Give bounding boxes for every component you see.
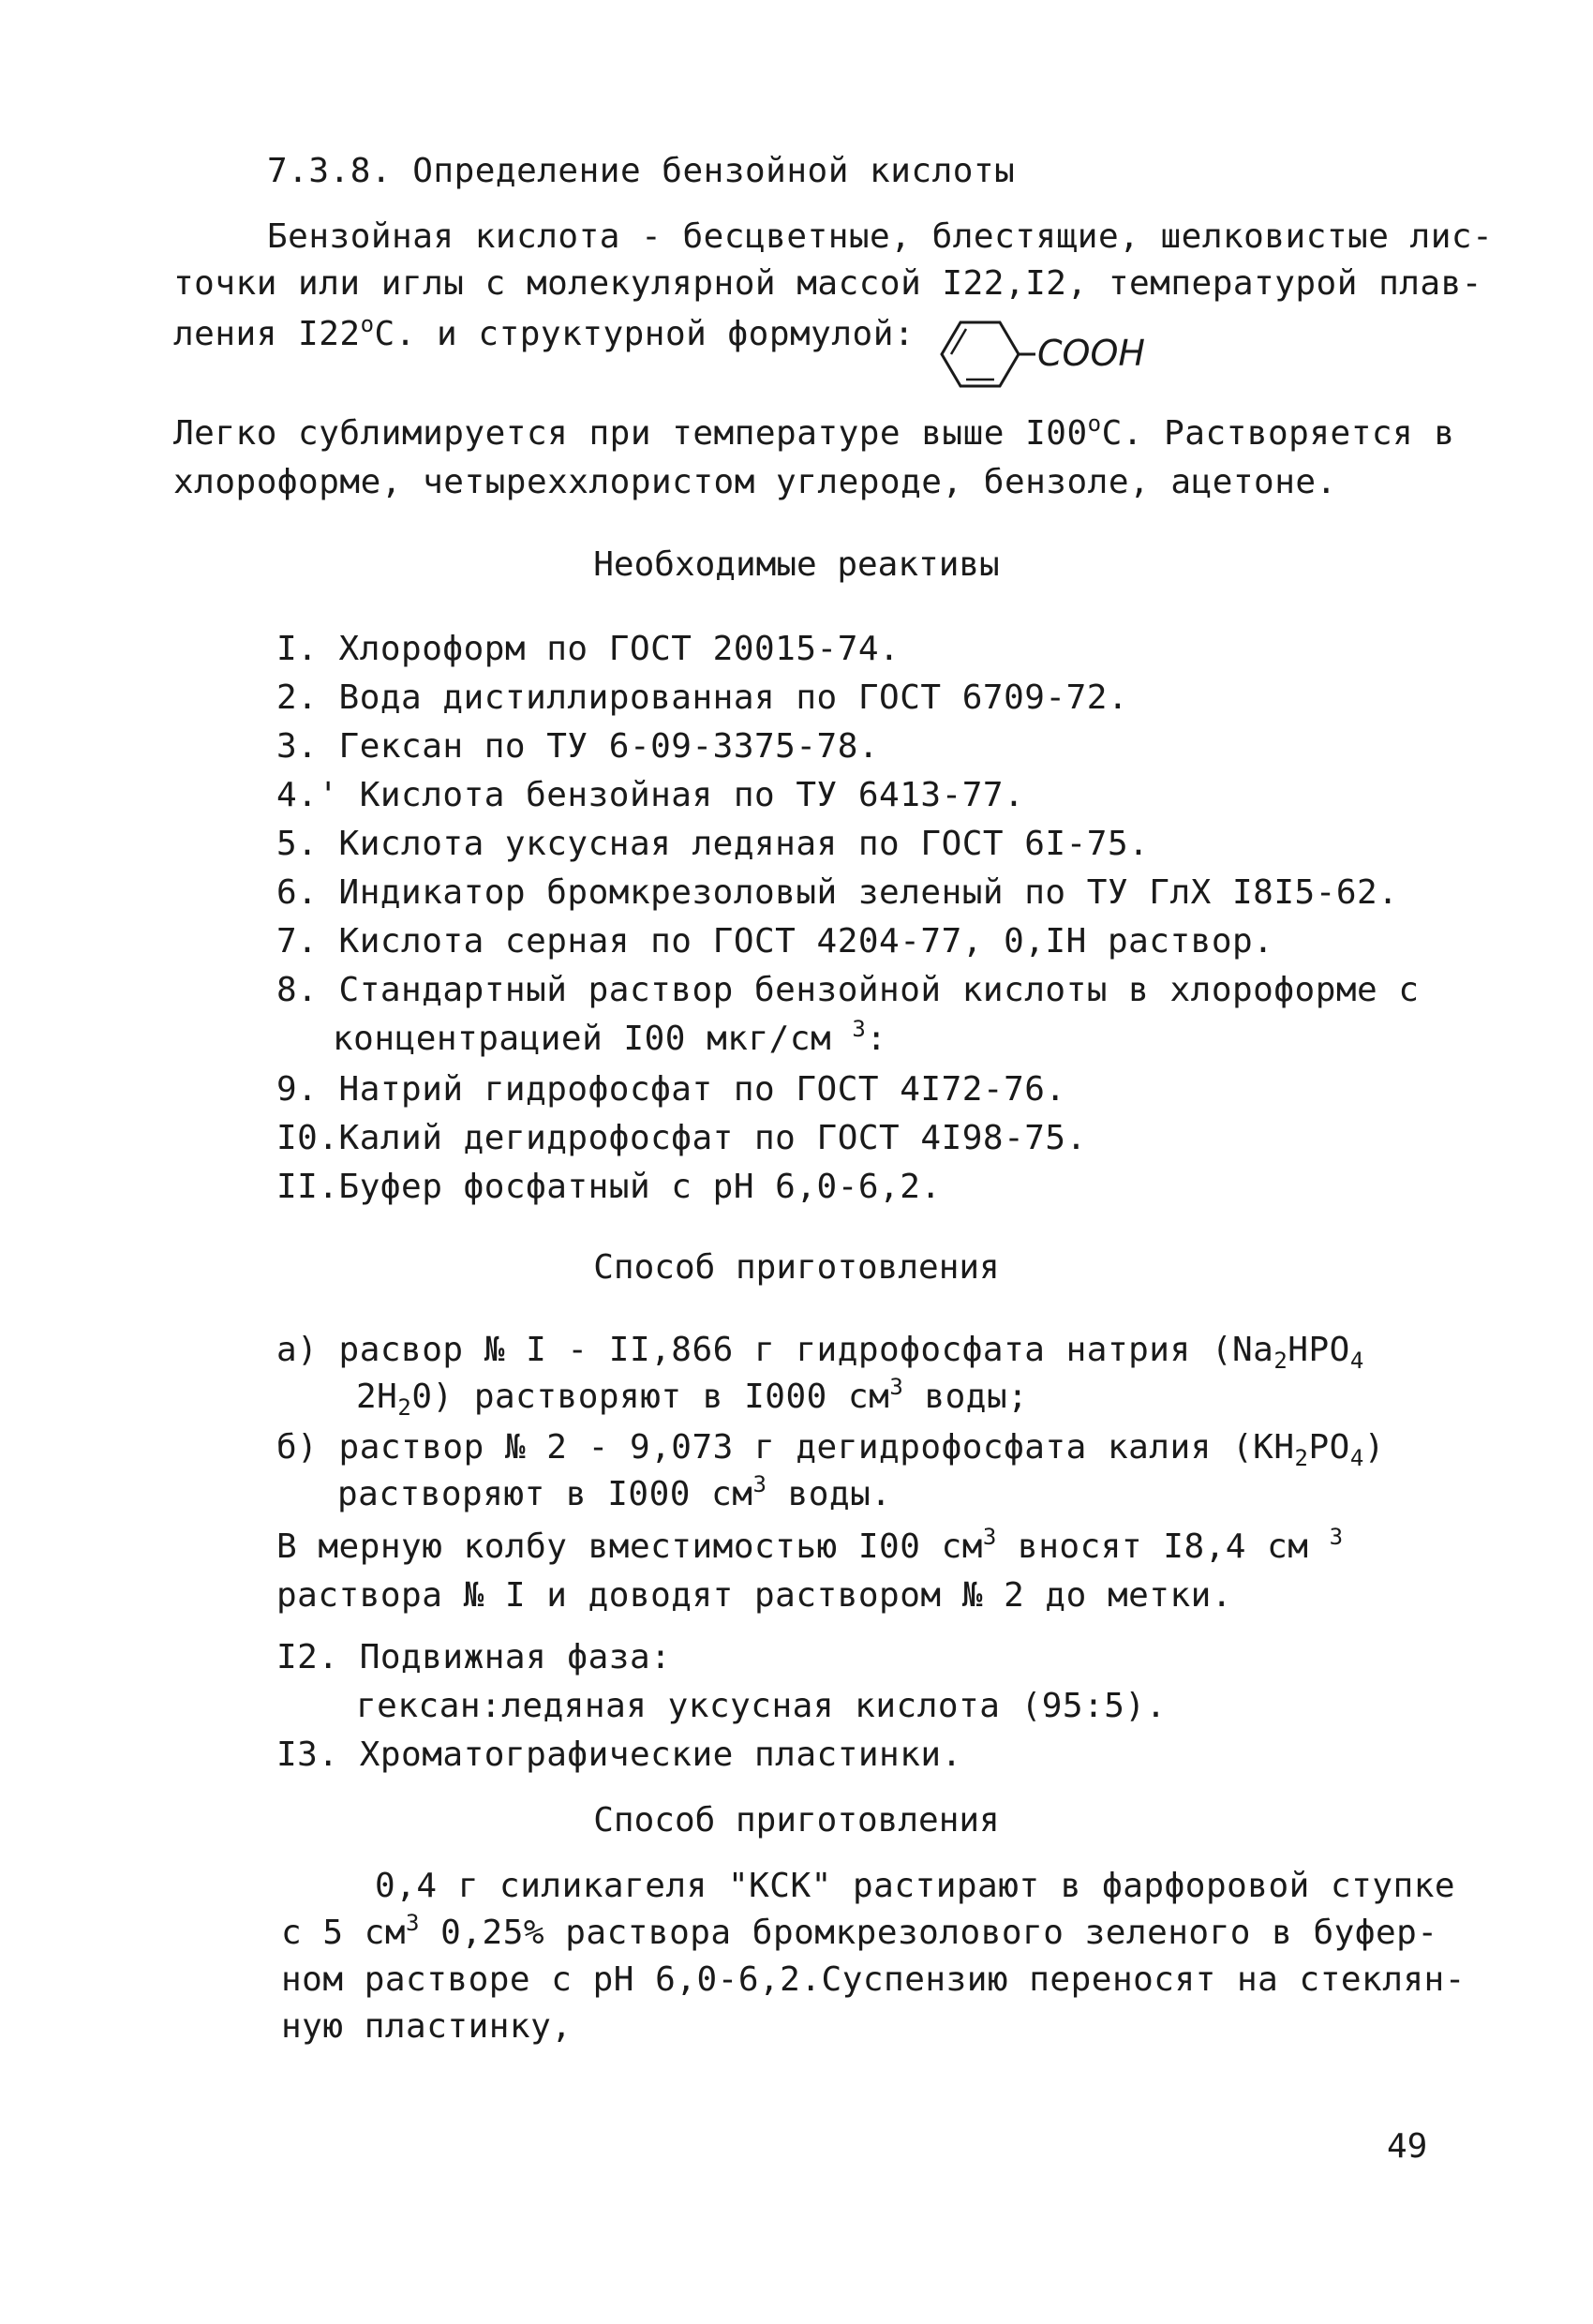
mobile-phase-composition: гексан:ледяная уксусная кислота (95:5). [356,1687,1167,1725]
chromatography-plates-item: I3. Хроматографические пластинки. [276,1736,962,1774]
reagent-item: 7. Кислота серная по ГОСТ 4204-77, 0,IН раствор. [276,922,1274,961]
preparation-heading-2: Способ приготовления [593,1801,1000,1840]
intro-line-5: хлороформе, четыреххлористом углероде, бензоле, ацетоне. [173,463,1337,501]
reagent-item: 9. Натрий гидрофосфат по ГОСТ 4I72-76. [276,1070,1066,1109]
buffer-instruction-line-2: раствора № I и доводят раствором № 2 до метки. [276,1576,1232,1615]
benzoic-acid-structural-formula [932,307,1232,397]
solution-a-line-1: а) расвор № I - II,866 г гидрофосфата натрия ($Na_2HPO_4$ [276,1331,1364,1374]
page-number: 49 [1387,2127,1428,2166]
reagent-item: I. Хлороформ по ГОСТ 20015-74. [276,630,901,668]
plate-prep-line-1: 0,4 г силикагеля "КСК" растирают в фарфоровой ступке [375,1867,1456,1905]
intro-line-1: Бензойная кислота - бесцветные, блестящие, шелковистые лис- [267,217,1494,256]
buffer-instruction-line-1: В мерную колбу вместимостью I00 $см^3$ вносят I8,4 см $^3$ [276,1524,1344,1566]
reagent-item-continuation: концентрацией I00 мкг/см $^3$: [333,1016,887,1058]
intro-line-2: точки или иглы с молекулярной массой I22,I2, температурой плав- [173,264,1482,303]
reagent-item: 8. Стандартный раствор бензойной кислоты в хлороформе с [276,971,1420,1009]
reagent-item: 4.' Кислота бензойная по ТУ 6413-77. [276,776,1025,814]
reagent-item: 6. Индикатор бромкрезоловый зеленый по ТУ ГлХ I8I5-62. [276,873,1399,912]
solution-b-line-1: б) раствор № 2 - 9,073 г дегидрофосфата калия $(KH_2PO_4)$ [276,1428,1385,1471]
reagent-item: II.Буфер фосфатный с рН 6,0-6,2. [276,1168,942,1206]
reagent-item: 3. Гексан по ТУ 6-09-3375-78. [276,727,880,766]
plate-prep-line-2: с 5 $см^3$ 0,25% раствора бромкрезолового зеленого в буфер- [281,1910,1438,1952]
reagent-item: 5. Кислота уксусная ледяная по ГОСТ 6I-75. [276,825,1150,863]
reagents-heading: Необходимые реактивы [593,545,1000,584]
solution-a-line-2: $2H_20$) растворяют в I000 $см^3$ воды; [356,1374,1029,1421]
intro-line-3: ления $I22^оС$. и структурной формулой: [173,311,916,353]
intro-line-4: Легко сублимируется при температуре выше $I00^оС$. Растворяется в [173,410,1455,453]
plate-prep-line-4: ную пластинку, [281,2007,573,2046]
reagent-item: I0.Калий дегидрофосфат по ГОСТ 4I98-75. [276,1119,1087,1157]
mobile-phase-item: I2. Подвижная фаза: [276,1638,672,1676]
carboxyl-group-label: COOH [1037,333,1145,374]
solution-b-line-2: растворяют в I000 $см^3$ воды. [337,1471,892,1513]
plate-prep-line-3: ном растворе с рН 6,0-6,2.Суспензию переносят на стеклян- [281,1960,1466,1999]
section-title: 7.3.8. Определение бензойной кислоты [267,152,1016,190]
benzene-ring [942,322,1019,386]
reagent-item: 2. Вода дистиллированная по ГОСТ 6709-72. [276,678,1129,717]
preparation-heading: Способ приготовления [593,1248,1000,1287]
